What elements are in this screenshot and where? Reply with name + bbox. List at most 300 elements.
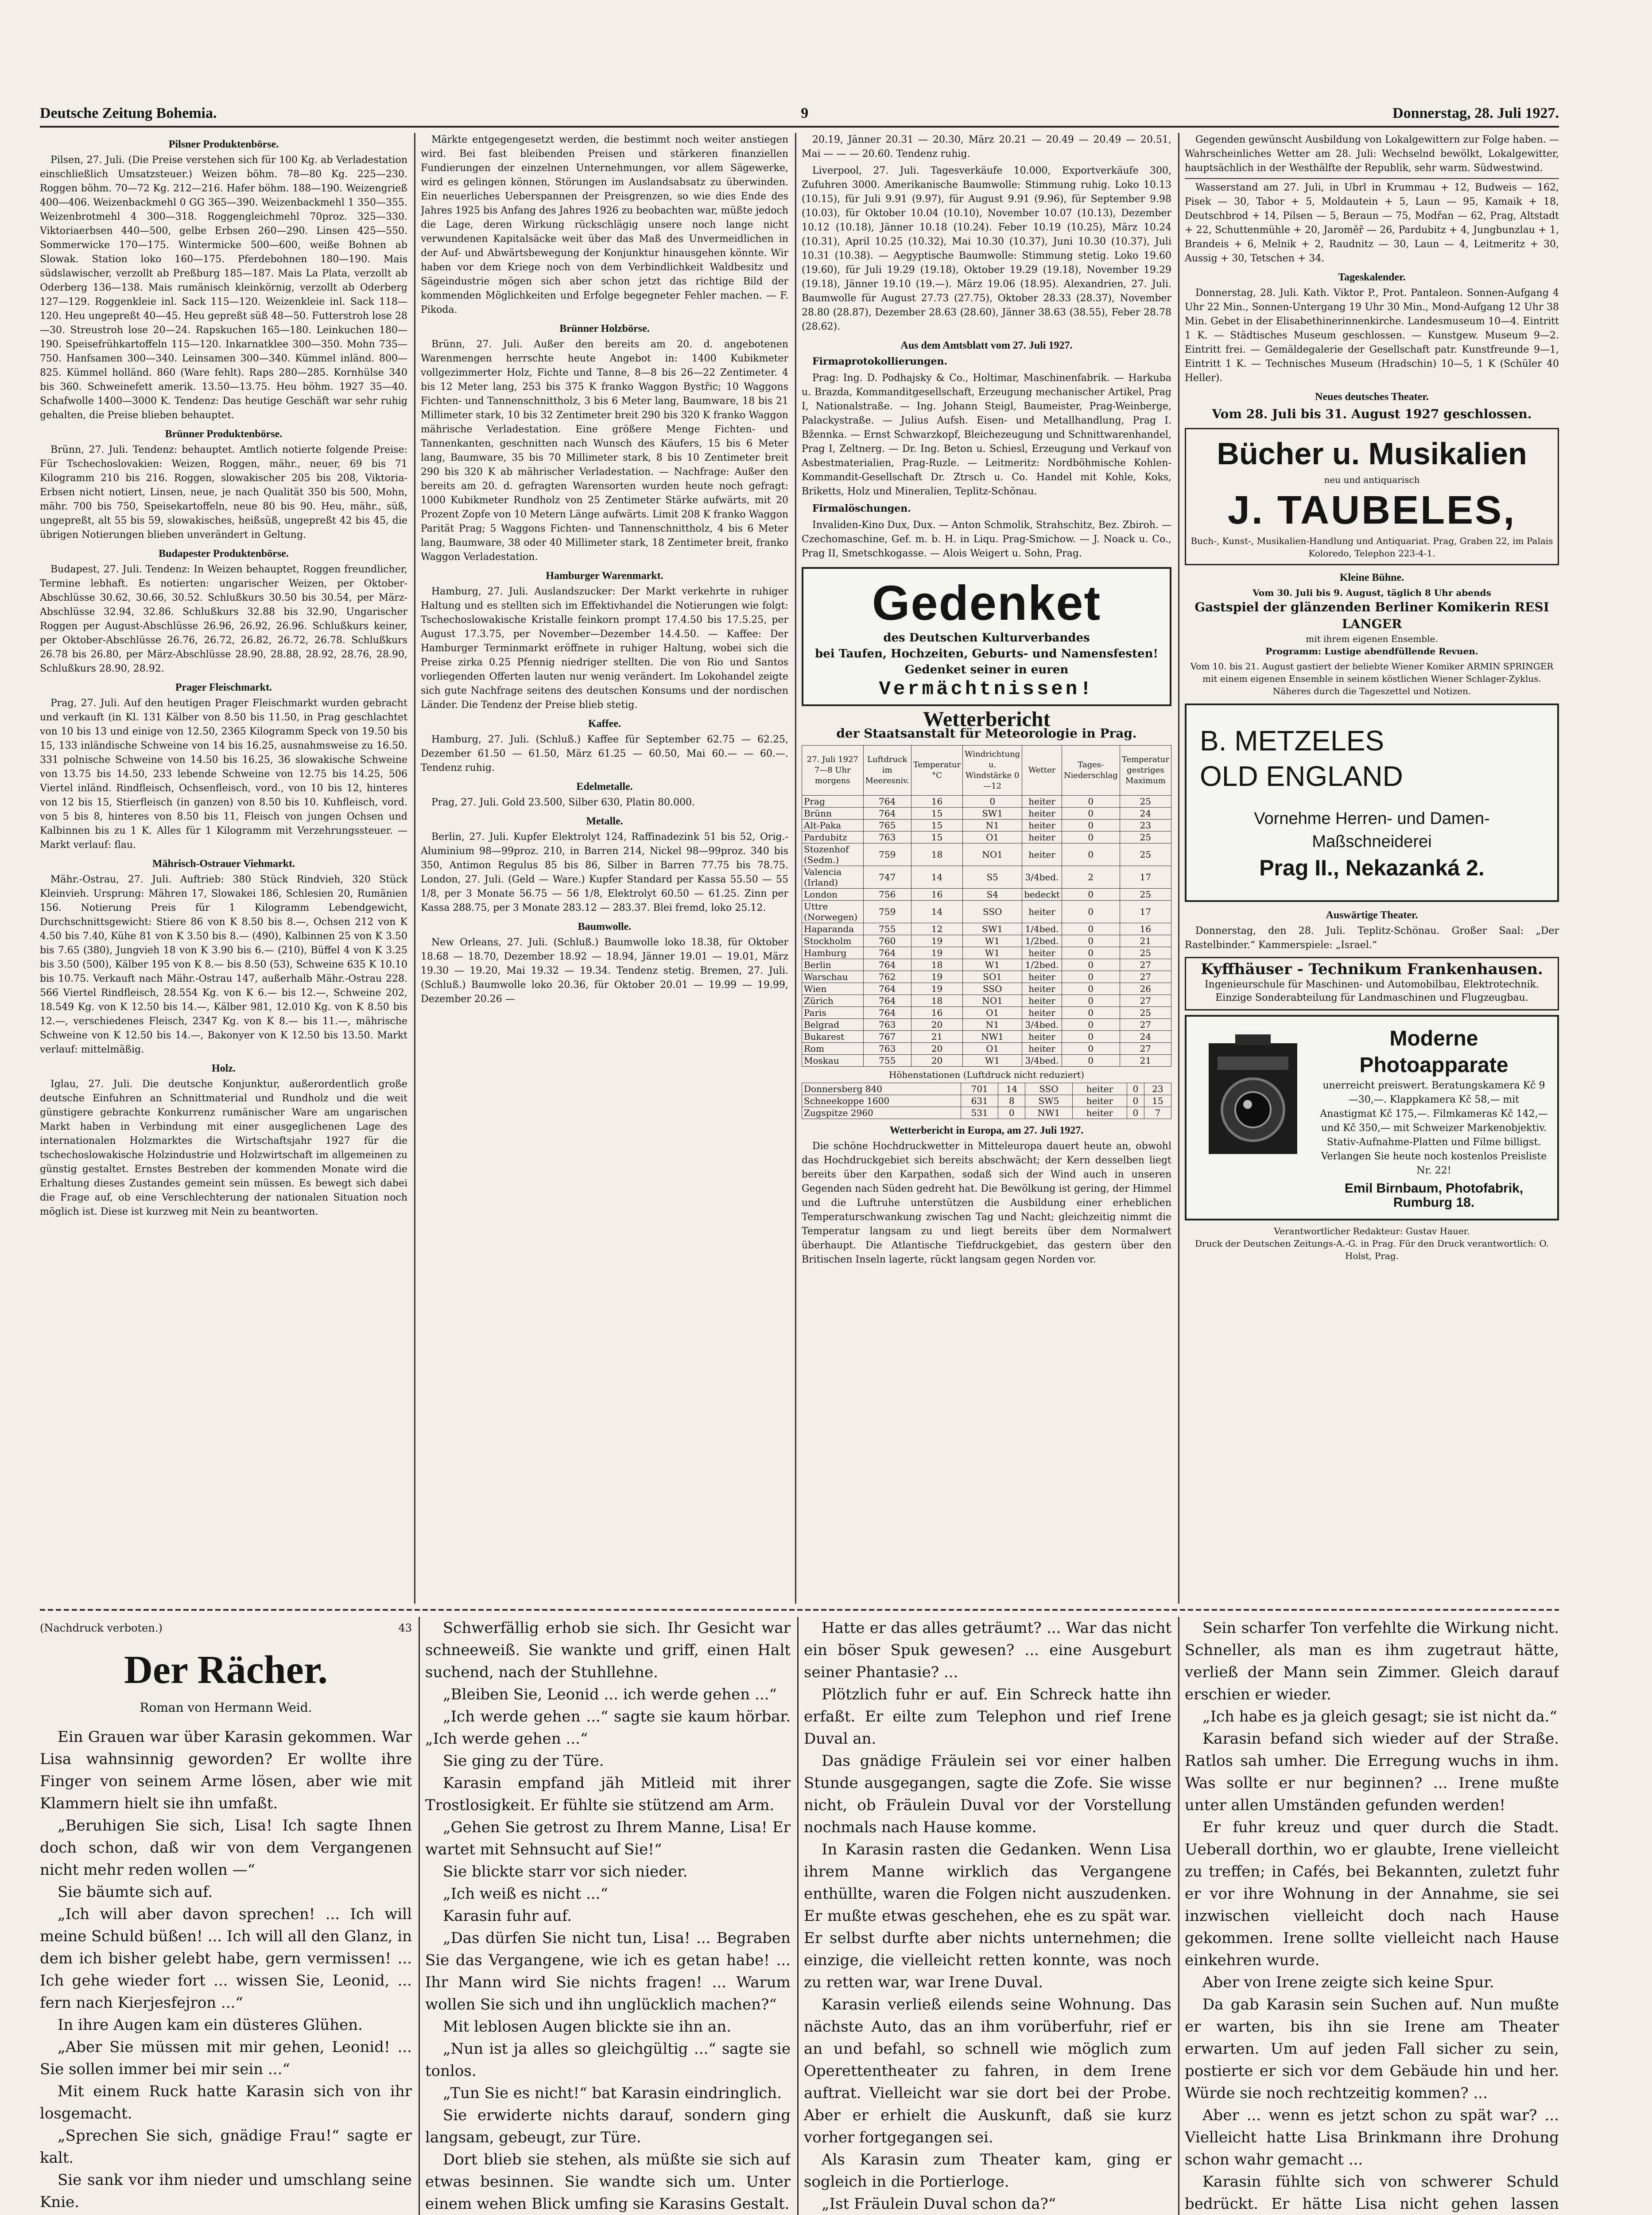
market-column-3 [802, 133, 1171, 1604]
novel-paragraph: „Ich will aber davon sprechen! ... Ich will meine Schuld büßen! ... Ich will all den Glanz, in dem ich bisher gelebt habe, gern vermissen! ... Ich gehe wieder fort ... wissen Sie, Leonid, ... fern nach Kierjesfejron ...“ [40, 1905, 412, 2012]
theater-line: Gastspiel der glänzenden Berliner Komikerin RESI LANGER [1194, 600, 1549, 631]
weather-station-cell: Bukarest [802, 1031, 864, 1043]
weather-value-cell: 1/4bed. [1022, 923, 1062, 935]
novel-paragraph: „Das dürfen Sie nicht tun, Lisa! ... Begraben Sie das Vergangene, wie ich es getan habe! ... Ihr Mann wird Sie nichts fragen! ... Warum wollen Sie sich und ihn unglücklich machen?“ [425, 1929, 791, 2013]
mountain-caption: Höhenstationen (Luftdruck nicht reduziert) [888, 1069, 1085, 1080]
weather-value-cell: O1 [963, 1007, 1022, 1019]
weather-row [802, 1031, 1171, 1043]
section-heading: Hamburger Warenmarkt. [546, 570, 663, 582]
ad-title: Bücher u. Musikalien [1217, 436, 1527, 471]
weather-value-cell: NO1 [963, 843, 1022, 866]
weather-value-cell: heiter [1022, 1007, 1062, 1019]
weather-title: Wetterbericht [923, 707, 1051, 731]
weather-value-cell: 1/2bed. [1022, 935, 1062, 947]
weather-value-cell: 19 [911, 935, 962, 947]
novel-paragraph: Aber ... wenn es jetzt schon zu spät war? ... Vielleicht hatte Lisa Brinkmann ihre Drohung schon wahr gemacht ... [1185, 2106, 1559, 2168]
weather-value-cell: 16 [911, 796, 962, 808]
weather-value-cell: heiter [1022, 832, 1062, 843]
weather-value-cell: 764 [863, 796, 911, 808]
column-rule [795, 133, 796, 1604]
novel-paragraph: „Bleiben Sie, Leonid ... ich werde gehen ...“ [443, 1686, 777, 1703]
ad-address: Prag II., Nekazanká 2. [1259, 855, 1485, 880]
weather-row [802, 971, 1171, 983]
weather-value-cell: 2 [1062, 866, 1120, 889]
article-text: Invaliden-Kino Dux, Dux. — Anton Schmolik, Strahschitz, Bez. Zbiroh. — Czechomaschine, Gef. m. b. H. in Liqu. Prag-Smichow. — J. Noack u. Co., Prag II, Smetschkogasse. — Alois Weigert u. Sohn, Prag. [802, 520, 1171, 559]
column-rule [1178, 1617, 1179, 2215]
ad-line: bei Taufen, Hochzeiten, Geburts- und Namensfesten! [815, 647, 1158, 661]
reprint-notice: (Nachdruck verboten.) [40, 1622, 163, 1634]
novel-paragraph: Sein scharfer Ton verfehlte die Wirkung nicht. Schneller, als man es ihm zugetraut hätte, verließ der Mann sein Zimmer. Gleich darauf erschien er wieder. [1185, 1619, 1559, 1703]
section-heading: Brünner Produktenbörse. [165, 428, 283, 440]
weather-value-cell: heiter [1022, 1043, 1062, 1055]
metzeles-advertisement [1185, 703, 1559, 902]
weather-value-cell: 19 [911, 947, 962, 959]
weather-value-cell: 27 [1120, 995, 1171, 1007]
weather-value-cell: SW5 [1025, 1095, 1072, 1107]
weather-value-cell: 18 [911, 959, 962, 971]
weather-value-cell: 12 [911, 923, 962, 935]
weather-value-cell: 23 [1120, 820, 1171, 832]
weather-value-cell: heiter [1022, 901, 1062, 923]
weather-row [802, 923, 1171, 935]
weather-value-cell: 15 [911, 820, 962, 832]
weather-value-cell: 15 [911, 832, 962, 843]
section-heading: Edelmetalle. [576, 781, 633, 793]
weather-value-cell: 27 [1120, 959, 1171, 971]
article-text: Hamburg, 27. Juli. Auslandszucker: Der Markt verkehrte in ruhiger Haltung und es stellten sich im Effektivhandel die Notierungen wie folgt: Tschechoslowakische Kristalle feinkorn prompt 17.4.50 bis 17.5.25, per August 17.3.75, per November—Dezember 14.4.50. — Kaffee: Der Hamburger Terminmarkt eröffnete in ruhiger Haltung, wobei sich die Preise zirka 0.25 Pfennig niedriger stellten. Die von Rio und Santos vorliegenden Offerten lauten nur wenig verändert. Im Lokohandel zeigte sich gute Nachfrage seitens des deutschen Konsums und der nordischen Länder. Die Tendenz der Preise blieb stetig. [421, 586, 788, 711]
weather-col-pressure: Luftdruck im Meeresniv. [863, 746, 911, 796]
weather-value-cell: 19 [911, 983, 962, 995]
weather-value-cell: 0 [1062, 796, 1120, 808]
ad-brand: OLD ENGLAND [1200, 760, 1403, 792]
weather-value-cell: 0 [1062, 1007, 1120, 1019]
weather-value-cell: 763 [863, 1043, 911, 1055]
weather-station-cell: Hamburg [802, 947, 864, 959]
weather-value-cell: 759 [863, 901, 911, 923]
weather-value-cell: N1 [963, 1019, 1022, 1031]
weather-value-cell: 760 [863, 935, 911, 947]
weather-row [802, 796, 1171, 808]
weather-value-cell: 25 [1120, 796, 1171, 808]
article-text: Prag, 27. Juli. Auf den heutigen Prager Fleischmarkt wurden gebracht und verkauft (in Kl. 131 Kälber von 8.50 bis 11.50, in Prag geschlachtet von 10 bis 13 und einige von 12.50, 2365 Kilogramm Speck von 19.50 bis 15, 133 inländische Schweine von 14 bis 16.25, ausnahmsweise zu 16.50. 331 polnische Schweine von 14.50 bis 16.25, 36 slowakische Schweine von 13.75 bis 14.50, 233 lebende Schweine von 12.75 bis 14.25, 506 Viertel inländ. Rindfleisch, Ochsenfleisch, vord., von 10 bis 12, hinteres von 12 bis 15, Stierfleisch (in ganzen) von 8.50 bis 10. Kuhfleisch, vord. von 5 bis 8, hinteres von 8.50 bis 11, Fleisch von jungen Ochsen und Kalbinnen bis zu 1 K. Alles für 1 Kilogramm mit Verzehrungssteuer. — Markt verlauf: flau. [40, 698, 407, 851]
weather-value-cell: bedeckt [1022, 889, 1062, 901]
section-heading: Kaffee. [588, 718, 621, 730]
novel-paragraph: Sie bäumte sich auf. [58, 1883, 213, 1901]
weather-value-cell: SSO [1025, 1083, 1072, 1095]
weather-value-cell: 764 [863, 1007, 911, 1019]
weather-value-cell: NW1 [963, 1031, 1022, 1043]
notices-column [1185, 133, 1559, 1604]
weather-row [802, 832, 1171, 843]
novel-paragraph: Karasin fühlte sich von schwerer Schuld bedrückt. Er hätte Lisa nicht gehen lassen [1185, 2173, 1559, 2213]
article-text: Iglau, 27. Juli. Die deutsche Konjunktur, außerordentlich große deutsche Einfuhren an Schnittmaterial und Rundholz und die weit günstigere gebrachte Konkurrenz rumänischer Ware am ungarischen Markt haben in Verbindung mit einer ausgeglichenen Lage des internationalen Holzmarktes die Wirtschaftsjahr 1927 für die tschechoslowakische Holzindustrie und Holzwirtschaft im allgemeinen zu günstig gestaltet. Ernstes Bestreben der kommenden Monate wird die Erhaltung dieses Zustandes gemeint sein müssen. Es bewegt sich dabei die Frage auf, ob eine Verschlechterung der nationalen Situation noch möglich ist. Diese ist kurzweg mit Nein zu beantworten. [40, 1079, 407, 1217]
novel-title: Der Rächer. [124, 1648, 328, 1692]
weather-station-cell: Moskau [802, 1055, 864, 1067]
weather-value-cell: 0 [963, 796, 1022, 808]
article-text: Prag, 27. Juli. Gold 23.500, Silber 630, Platin 80.000. [431, 797, 695, 808]
weather-value-cell: 756 [863, 889, 911, 901]
section-heading: Brünner Holzbörse. [559, 323, 650, 334]
taubeles-advertisement [1185, 428, 1559, 565]
theater-line: mit ihrem eigenen Ensemble. [1306, 633, 1438, 644]
novel-paragraph: „Ich habe es ja gleich gesagt; sie ist nicht da.“ [1202, 1708, 1557, 1725]
article-text: Die schöne Hochdruckwetter in Mitteleuropa dauert heute an, obwohl das Hochdruckgebiet sich bereits abschwächt; der Kern desselben liegt bereits über den Karpathen, sodaß sich der Wind auch in unseren Gegenden nach Süden gedreht hat. Die Bewölkung ist gering, der Himmel und die Luftruhe unterstützen die Ausbildung einer erheblichen Temperaturschwankung zwischen Tag und Nacht; gleichzeitig nimmt die Temperatur langsam zu und liegt bereits über dem Normalwert überhaupt. Die Atlantische Tiefdruckgebiet, das gestern über den Britischen Inseln lagerte, rückt langsam gegen Norden vor. [802, 1141, 1171, 1265]
novel-paragraph: „Ich werde gehen ...“ sagte sie kaum hörbar. „Ich werde gehen ...“ [425, 1708, 791, 1748]
article-text: Märkte entgegengesetzt werden, die bestimmt noch weiter anstiegen wird. Bei fast bleibenden Preisen und stärkeren finanziellen Fundierungen der einzelnen Unternehmungen, vor allem Sägewerke, wird es gelingen können, Störungen im Auslandsabsatz zu überwinden. Ein neuerliches Ueberspannen der Preisgrenzen, so wie dies Ende des Jahres 1925 bis Anfang des Jahres 1926 zu beobachten war, müßte jedoch die Lage, deren Wirkung rückschlägig unsere noch lange nicht verwundenen Kapitalsäcke weit über das Maß des Unvermeidlichen in der Auf- und Abwärtsbewegung der Konjunktur hinausgehen könnte. Wir haben vor dem Kriege noch von dem Verbindlichkeit Waldbesitz und Sägeindustrie mögen sich aber schon jetzt das richtige Bild der kommenden Möglichkeiten und Erfolge begegneter Fehler machen. — F. Pikoda. [421, 134, 788, 315]
weather-value-cell: 764 [863, 959, 911, 971]
kyffhaeuser-advertisement [1185, 957, 1559, 1010]
weather-station-cell: Wien [802, 983, 864, 995]
weather-value-cell: 23 [1144, 1083, 1171, 1095]
novel-paragraph: Er fuhr kreuz und quer durch die Stadt. Ueberall dorthin, wo er glaubte, Irene vielleicht zu treffen; in Cafés, bei Bekannten, zuletzt fuhr er vor ihre Wohnung in der Annahme, sie sei inzwischen vielleicht doch nach Hause gekommen. Irene sollte vielleicht nach Hause einkehren wurde. [1185, 1819, 1559, 1969]
weather-station-cell: Valencia (Irland) [802, 866, 864, 889]
weather-value-cell: 26 [1120, 983, 1171, 995]
weather-value-cell: 27 [1120, 1043, 1171, 1055]
weather-value-cell: 0 [1062, 820, 1120, 832]
weather-station-cell: London [802, 889, 864, 901]
novel-column-3 [804, 1617, 1171, 2215]
printer-credit: Druck der Deutschen Zeitungs-A.-G. in Prag. Für den Druck verantwortlich: O. Holst, Prag. [1195, 1238, 1549, 1261]
photoapparate-advertisement [1185, 1015, 1559, 1220]
ad-line: Buch-, Kunst-, Musikalien-Handlung und Antiquariat. Prag, Graben 22, im Palais Koloredo, Telephon 223-4-1. [1191, 536, 1553, 559]
weather-value-cell: 0 [1062, 923, 1120, 935]
weather-value-cell: heiter [1022, 995, 1062, 1007]
novel-paragraph: „Aber Sie müssen mit mir gehen, Leonid! ... Sie sollen immer bei mir sein ...“ [40, 2038, 412, 2078]
ad-line: Gedenket seiner in euren [904, 663, 1069, 676]
subsection-heading: Firmalöschungen. [812, 503, 911, 514]
article-text: Donnerstag, den 28. Juli. Teplitz-Schönau. Großer Saal: „Der Rastelbinder.“ Kammerspiele: „Israel.“ [1185, 925, 1559, 951]
weather-value-cell: 25 [1120, 843, 1171, 866]
section-heading: Budapester Produktenbörse. [159, 548, 289, 560]
weather-row [802, 959, 1171, 971]
weather-value-cell: heiter [1072, 1107, 1127, 1119]
article-text: Mähr.-Ostrau, 27. Juli. Auftrieb: 380 Stück Rindvieh, 320 Stück Kleinvieh. Ursprung: Mähren 17, Slowakei 186, Schlesien 20, Rumänien 156. Notierung Preis für 1 Kilogramm Lebendgewicht, Durchschnittsgewicht: Stiere 86 von K 8.50 bis 8.—, Ochsen 212 von K 4.50 bis 7.40, Kühe 81 von K 3.50 bis 8.— (490), Kalbinnen 25 von K 3.50 bis 7.65 (380), Jungvieh 18 von K 3.90 bis 6.— (210), Büffel 4 von K 3.25 bis 3.50 (500), Kälber 195 von K 8.— bis 8.50 (53), Schweine 635 K 10.10 bis 10.75. Verkauft nach Mähr.-Ostrau 147, außerhalb Mähr.-Ostrau 228. 566 Viertel Rindfleisch, 28.554 Kg. von K 6.— bis 12.—, Schweine 202, 18.549 Kg. von K 12.50 bis 14.—, Kälber 981, 12.010 Kg. von K 8.50 bis 12.—, verschiedenes Fleisch, 2347 Kg. von K 8.— bis 11.—, mährische Schweine von K 12.50 bis 14.—, Bakonyer von K 12.50 bis 13.50. Markt verlauf: mittelmäßig. [40, 874, 407, 1055]
weather-value-cell: 14 [998, 1083, 1025, 1095]
weather-row [802, 889, 1171, 901]
weather-value-cell: SO1 [963, 971, 1022, 983]
weather-value-cell: 0 [1062, 971, 1120, 983]
weather-value-cell: 17 [1120, 866, 1171, 889]
weather-value-cell: 14 [911, 901, 962, 923]
section-heading: Neues deutsches Theater. [1315, 391, 1429, 403]
weather-value-cell: 764 [863, 983, 911, 995]
section-heading: Aus dem Amtsblatt vom 27. Juli 1927. [900, 340, 1073, 351]
weather-value-cell: 0 [1062, 947, 1120, 959]
novel-paragraph: Karasin fuhr auf. [443, 1907, 572, 1925]
weather-value-cell: 531 [961, 1107, 998, 1119]
novel-paragraph: Karasin empfand jäh Mitleid mit ihrer Trostlosigkeit. Er fühlte sie stützend am Arm. [425, 1774, 791, 1814]
weather-table [802, 745, 1171, 1067]
weather-value-cell: 0 [1062, 1043, 1120, 1055]
weather-station-cell: Prag [802, 796, 864, 808]
novel-paragraph: „Tun Sie es nicht!“ bat Karasin eindringlich. [443, 2084, 782, 2102]
novel-paragraph: Mit leblosen Augen blickte sie ihn an. [443, 2018, 732, 2036]
weather-value-cell: 20 [911, 1043, 962, 1055]
weather-row [802, 935, 1171, 947]
weather-station-cell: Rom [802, 1043, 864, 1055]
weather-row [802, 947, 1171, 959]
weather-value-cell: 25 [1120, 832, 1171, 843]
novel-paragraph: Schwerfällig erhob sie sich. Ihr Gesicht war schneeweiß. Sie wankte und griff, einen Halt suchend, nach der Stuhllehne. [425, 1619, 791, 1681]
ad-line: des Deutschen Kulturverbandes [883, 631, 1090, 645]
weather-value-cell: heiter [1022, 971, 1062, 983]
weather-value-cell: 3/4bed. [1022, 1055, 1062, 1067]
weather-value-cell: 0 [1062, 1055, 1120, 1067]
weather-value-cell: O1 [963, 1043, 1022, 1055]
weather-row [802, 1043, 1171, 1055]
weather-value-cell: 7 [1144, 1107, 1171, 1119]
weather-value-cell: 18 [911, 995, 962, 1007]
novel-paragraph: Ein Grauen war über Karasin gekommen. War Lisa wahnsinnig geworden? Er wollte ihre Finger von seinem Arme lösen, aber wie mit Klammern hielt sie ihn umfaßt. [40, 1728, 412, 1812]
weather-value-cell: heiter [1022, 947, 1062, 959]
column-rule [797, 1617, 799, 2215]
weather-value-cell: 0 [1062, 843, 1120, 866]
weather-station-cell: Stozenhof (Sedm.) [802, 843, 864, 866]
editor-credit: Verantwortlicher Redakteur: Gustav Hauer. [1274, 1226, 1470, 1236]
ad-title: Moderne Photoapparate [1359, 1027, 1509, 1077]
article-text: Gegenden gewünscht Ausbildung von Lokalgewittern zur Folge haben. — Wahrscheinliches Wetter am 28. Juli: Wechselnd bewölkt, Lokalgewitter, hauptsächlich in der Westhälfte der Republik, sehr warm. Südwestwind. [1185, 134, 1559, 174]
weather-value-cell: 16 [911, 889, 962, 901]
weather-col-tempmax: Temperatur gestriges Maximum [1120, 746, 1171, 796]
novel-paragraph: „Sprechen Sie sich, gnädige Frau!“ sagte er kalt. [40, 2127, 412, 2167]
weather-value-cell: 21 [911, 1031, 962, 1043]
column-rule [419, 1617, 420, 2215]
weather-row [802, 866, 1171, 889]
article-text: Hamburg, 27. Juli. (Schluß.) Kaffee für September 62.75 — 62.25, Dezember 61.50 — 61.50, März 61.25 — 60.50, Mai 60.— — 60.—. Tendenz ruhig. [421, 734, 788, 773]
novel-paragraph: „Ich weiß es nicht ...“ [443, 1885, 608, 1903]
section-heading: Mährisch-Ostrauer Viehmarkt. [152, 858, 295, 870]
weather-value-cell: SW1 [963, 808, 1022, 820]
weather-value-cell: 0 [1062, 901, 1120, 923]
theater-line: Vom 30. Juli bis 9. August, täglich 8 Uhr abends [1253, 587, 1491, 598]
novel-paragraph: Sie blickte starr vor sich nieder. [443, 1863, 688, 1881]
article-text: Pilsen, 27. Juli. (Die Preise verstehen sich für 100 Kg. ab Verladestation einschließlich Umsatzsteuer.) Weizen böhm. 78—80 Kg. 225—230. Roggen böhm. 70—72 Kg. 212—216. Hafer böhm. 188—190. Weizengrieß 400—406. Weizenbackmehl 0 GG 365—390. Weizenbackmehl 1 350—355. Weizenbrotmehl 4 300—318. Roggengleichmehl 70proz. 325—330. Viktoriaerbsen 440—500, gelbe Erbsen 260—290. Linsen 425—550. Sommerwicke 170—175. Wintermicke 500—600, weiße Bohnen ab Slowak. Station loko 160—175. Pferdebohnen 180—190. Mais südslawischer, verzollt ab Preßburg 185—187. Mais La Plata, verzollt ab Oderberg 136—138. Mais rumänisch kleinkörnig, verzollt ab Oderberg 127—129. Roggenkleie inl. Sack 115—120. Weizenkleie inl. Sack 118—120. Heu ungepreßt 40—45. Heu gepreßt süß 48—50. Futterstroh lose 28—30. Streustroh lose 20—24. Rapskuchen 165—180. Leinkuchen 180—190. Speisefrühkartoffeln 115—120. Inkarnatklee 300—350. Mohn 735—750. Hanfsamen 300—340. Leinsamen 300—340. Kümmel inländ. 800—825. Kümmel holländ. 860 (Ware fehlt). Raps 280—285. Kornhülse 340 bis 360. Schweinefett amerik. 13.50—13.75. Heu böhm. 1927 35—40. Schafwolle 1400—3000 K. Tendenz: Das heutige Geschäft war sehr ruhig gehalten, die Preise blieben behauptet. [40, 155, 407, 421]
weather-value-cell: NO1 [963, 995, 1022, 1007]
weather-value-cell: 0 [1062, 935, 1120, 947]
weather-value-cell: 25 [1120, 889, 1171, 901]
novel-column-4 [1185, 1617, 1559, 2215]
weather-value-cell: 0 [1062, 889, 1120, 901]
weather-value-cell: heiter [1022, 796, 1062, 808]
novel-paragraph: Plötzlich fuhr er auf. Ein Schreck hatte ihn erfaßt. Er eilte zum Telephon und rief Irene Duval an. [804, 1686, 1171, 1748]
weather-station-cell: Uttre (Norwegen) [802, 901, 864, 923]
newspaper-header [40, 101, 1559, 128]
ad-line: Vornehme Herren- und Damen-Maßschneiderei [1254, 809, 1490, 851]
weather-value-cell: 3/4bed. [1022, 866, 1062, 889]
weather-value-cell: 21 [1120, 935, 1171, 947]
installment-number: 43 [398, 1622, 412, 1634]
issue-date: Donnerstag, 28. Juli 1927. [1392, 105, 1559, 121]
weather-value-cell: 759 [863, 843, 911, 866]
section-heading: Baumwolle. [578, 921, 632, 933]
article-text: 20.19, Jänner 20.31 — 20.30, März 20.21 — 20.49 — 20.49 — 20.51, Mai — — — 20.60. Tendenz ruhig. [802, 134, 1171, 159]
weather-value-cell: N1 [963, 820, 1022, 832]
weather-value-cell: 25 [1120, 1007, 1171, 1019]
gedenket-advertisement [802, 567, 1171, 706]
novel-paragraph: „Beruhigen Sie sich, Lisa! Ich sagte Ihnen doch schon, daß wir von dem Vergangenen nicht mehr reden wollen —“ [40, 1817, 412, 1879]
weather-value-cell: 631 [961, 1095, 998, 1107]
weather-station-cell: Stockholm [802, 935, 864, 947]
weather-station-cell: Warschau [802, 971, 864, 983]
ad-title: Gedenket [872, 576, 1101, 630]
weather-value-cell: 755 [863, 923, 911, 935]
weather-value-cell: 762 [863, 971, 911, 983]
weather-col-weather: Wetter [1022, 746, 1062, 796]
novel-paragraph [40, 2213, 412, 2215]
weather-row [802, 983, 1171, 995]
weather-value-cell: heiter [1022, 820, 1062, 832]
novel-paragraph: „Gehen Sie getrost zu Ihrem Manne, Lisa! Er wartet mit Sehnsucht auf Sie!“ [425, 1819, 791, 1858]
weather-value-cell: 1/2bed. [1022, 959, 1062, 971]
weather-row [802, 1083, 1171, 1095]
section-heading: Auswärtige Theater. [1326, 909, 1418, 921]
theater-line: Vom 10. bis 21. August gastiert der beliebte Wiener Komiker ARMIN SPRINGER mit einem eigenen Ensemble in seinem köstlichen Wiener Schlager-Zyklus. [1190, 661, 1554, 684]
section-heading: Holz. [212, 1063, 236, 1074]
weather-value-cell: heiter [1072, 1095, 1127, 1107]
weather-row [802, 1007, 1171, 1019]
weather-value-cell: 21 [1120, 1055, 1171, 1067]
weather-col-wind: Windrichtung u. Windstärke 0—12 [963, 746, 1022, 796]
weather-value-cell: 765 [863, 820, 911, 832]
novel-paragraph: Sie ging zu der Türe. [443, 1752, 604, 1770]
weather-value-cell: 20 [911, 1019, 962, 1031]
section-heading: Kleine Bühne. [1339, 572, 1404, 583]
camera-illustration [1195, 1026, 1311, 1172]
weather-value-cell: 16 [911, 1007, 962, 1019]
weather-station-cell: Zugspitze 2960 [802, 1107, 961, 1119]
weather-value-cell: 0 [1062, 983, 1120, 995]
weather-value-cell: 18 [911, 843, 962, 866]
ad-title: Kyffhäuser - Technikum Frankenhausen. [1201, 960, 1543, 978]
weather-value-cell: 701 [961, 1083, 998, 1095]
weather-value-cell: 0 [998, 1107, 1025, 1119]
weather-value-cell: heiter [1022, 808, 1062, 820]
weather-value-cell: 17 [1120, 901, 1171, 923]
weather-value-cell: heiter [1022, 1031, 1062, 1043]
novel-paragraph: Hatte er das alles geträumt? ... War das nicht ein böser Spuk gewesen? ... eine Ausgeburt seiner Phantasie? ... [804, 1619, 1171, 1681]
weather-station-cell: Zürich [802, 995, 864, 1007]
weather-value-cell: 25 [1120, 947, 1171, 959]
weather-value-cell: W1 [963, 959, 1022, 971]
weather-value-cell: 0 [1062, 959, 1120, 971]
novel-paragraph: In Karasin rasten die Gedanken. Wenn Lisa ihrem Manne wirklich das Vergangene enthüllte, waren die Folgen nicht auszudenken. Er mußte etwas geschehen, ehe es zu spät war. Er selbst durfte aber nichts unternehmen; die einzige, die vielleicht retten konnte, was noch zu retten war, war Irene Duval. [804, 1841, 1171, 1991]
article-text: New Orleans, 27. Juli. (Schluß.) Baumwolle loko 18.38, für Oktober 18.68 — 18.70, Dezember 18.92 — 18.94, Jänner 19.01 — 19.01, März 19.30 — 19.20, Mai 19.32 — 19.34. Tendenz stetig. Bremen, 27. Juli. (Schluß.) Baumwolle loko 20.36, für Oktober 20.01 — 19.99 — 19.99, Dezember 20.26 — [421, 937, 788, 1005]
ad-title: B. METZELES [1200, 725, 1384, 757]
weather-value-cell: 763 [863, 832, 911, 843]
weather-value-cell: 0 [1062, 995, 1120, 1007]
weather-value-cell: 27 [1120, 1019, 1171, 1031]
article-text: Brünn, 27. Juli. Außer den bereits am 20. d. angebotenen Warenmengen herrschte heute Angebot in: 1400 Kubikmeter vollgezimmerter Holz, Fichte und Tanne, 8—8 bis 26—22 Zentimeter. 4 bis 12 Meter lang, 253 bis 375 K franko Waggon Bystřic; 10 Waggons Fichten- und Tannenschnittholz, 3 bis 6 Meter lang, Baumware, 18 bis 21 Millimeter stark, 10 bis 32 Zentimeter breit 290 bis 320 K franko Waggon mährische Verladestation. Eine größere Menge Fichten- und Tannenkanten, geschnitten nach Wunsch des Käufers, 15 bis 6 Meter lang, Baumware, 35 bis 70 Millimeter stark, 8 bis 10 Zentimeter breit 290 bis 320 K ab mährischer Verladestation. — Nachfrage: Außer den bereits am 20. d. gefragten Warensorten wurden heute noch gefragt: 1000 Kubikmeter Rundholz von 25 Zentimeter Stärke aufwärts, mit 20 Prozent Zopfe von 10 Metern Länge aufwärts. Limit 208 K franko Waggon Parität Prag; 5 Waggons Fichten- und Tannenschnittholz, 4 bis 6 Meter lang, Baumware, 38 oder 40 Millimeter stark, 18 Zentimeter breit, franko Waggon Verladestation. [421, 339, 788, 563]
weather-value-cell: O1 [963, 832, 1022, 843]
article-text: Prag: Ing. D. Podhajsky & Co., Holtimar, Maschinenfabrik. — Harkuba u. Brazda, Kommanditgesellschaft, Erzeugung mechanischer Artikel, Prag I, Nationalstraße. — Ing. Johann Steigl, Baumeister, Prag-Weinberge, Palackystraße. — Julius Aufsh. Eisen- und Metallhandlung, Prag I. Bžennka. — Ernst Schwarzkopf, Bleichezeugung und Schnittwarenhandel, Prag I, Zeltnerg. — Dr. Ing. Beton u. Schiesl, Erzeugung und Verkauf von Asbestmaterialien, Prag-Ruzle. — Leitmeritz: Nordböhmische Kohlen-Kommandit-Gesellschaft Dr. Ztrsch u. Co. Handel mit Kohle, Koks, Briketts, Holz und Mineralien, Teplitz-Schönau. [802, 373, 1171, 497]
section-heading: Prager Fleischmarkt. [175, 682, 272, 693]
article-text: Brünn, 27. Juli. Tendenz: behauptet. Amtlich notierte folgende Preise: Für Tschechoslovakien: Weizen, Roggen, mähr., neuer, 69 bis 71 Kilogramm 210 bis 216. Roggen, slowakischer 205 bis 208, Viktoria-Erbsen nicht notiert, Linsen, neue, je nach Qualität 350 bis 500, Mohn, mähr. 700 bis 750, Speisekartoffeln, neue 80 bis 90. Heu, mähr., süß, ungepreßt, alt 55 bis 59, slowakisches, heißsüß, ungepreßt 42 bis 45, die übrigen Notierungen blieben unverändert in Geltung. [40, 444, 407, 540]
weather-col-temp: Temperatur °C [911, 746, 962, 796]
theater-closed-notice: Vom 28. Juli bis 31. August 1927 geschlossen. [1212, 407, 1532, 421]
weather-station-cell: Schneekoppe 1600 [802, 1095, 961, 1107]
weather-value-cell: 0 [1062, 832, 1120, 843]
ad-line: Vermächtnissen! [879, 678, 1094, 700]
ad-address: Emil Birnbaum, Photofabrik, Rumburg 18. [1344, 1181, 1524, 1210]
weather-value-cell: heiter [1072, 1083, 1127, 1095]
weather-row [802, 843, 1171, 866]
weather-row [802, 808, 1171, 820]
weather-value-cell: 3/4bed. [1022, 1019, 1062, 1031]
column-rule [414, 133, 415, 1604]
novel-paragraph: Sie erwiderte nichts darauf, sondern ging langsam, gebeugt, zur Türe. [425, 2106, 791, 2146]
weather-value-cell: SW1 [963, 923, 1022, 935]
weather-value-cell: 767 [863, 1031, 911, 1043]
novel-paragraph: Karasin befand sich wieder auf der Straße. Ratlos sah umher. Die Erregung wuchs in ihm. Was sollte er nur beginnen? ... Irene mußte unter allen Umständen gefunden werden! [1185, 1730, 1559, 1814]
weather-station-cell: Alt-Paka [802, 820, 864, 832]
novel-paragraph: Sie sank vor ihm nieder und umschlang seine Knie. [40, 2171, 412, 2211]
novel-paragraph: Da gab Karasin sein Suchen auf. Nun mußte er warten, bis ihn sie Irene am Theater erwarten. Um auf jeden Fall sicher zu sein, postierte er sich vor dem Gebäude hin und her. Würde sie noch rechtzeitig kommen? ... [1185, 1996, 1559, 2102]
weather-value-cell: 8 [998, 1095, 1025, 1107]
section-heading: Metalle. [586, 816, 623, 827]
weather-value-cell: 20 [911, 1055, 962, 1067]
weather-value-cell: 0 [1062, 808, 1120, 820]
novel-paragraph: Aber von Irene zeigte sich keine Spur. [1202, 1974, 1494, 1991]
weather-value-cell: 764 [863, 995, 911, 1007]
theater-line: Näheres durch die Tageszettel und Notizen. [1272, 686, 1471, 696]
weather-value-cell: heiter [1022, 843, 1062, 866]
novel-paragraph: Das gnädige Fräulein sei vor einer halben Stunde ausgegangen, sagte die Zofe. Sie wisse nicht, ob Fräulein Duval vor der Vorstellung nochmals nach Hause komme. [804, 1752, 1171, 1836]
section-heading: Pilsner Produktenbörse. [168, 139, 279, 150]
novel-paragraph: Karasin verließ eilends seine Wohnung. Das nächste Auto, das an ihm vorüberfuhr, rief er an und befahl, so schnell wie möglich zum Operettentheater zu fahren, in dem Irene auftrat. Vielleicht war sie dort bei der Probe. Aber er erhielt die Auskunft, daß sie kurz vorher fortgegangen sei. [804, 1996, 1171, 2146]
section-heading: Wetterbericht in Europa, am 27. Juli 1927. [889, 1125, 1084, 1136]
weather-value-cell: 0 [1062, 1031, 1120, 1043]
weather-value-cell: S4 [963, 889, 1022, 901]
weather-value-cell: 15 [1144, 1095, 1171, 1107]
weather-value-cell: NW1 [1025, 1107, 1072, 1119]
column-rule [1178, 133, 1179, 1604]
novel-paragraph: „Nun ist ja alles so gleichgültig ...“ sagte sie tonlos. [425, 2040, 791, 2080]
weather-row [802, 1055, 1171, 1067]
weather-col-precip: Tages-Niederschlag [1062, 746, 1120, 796]
weather-subtitle: der Staatsanstalt für Meteorologie in Prag. [836, 726, 1137, 741]
weather-row [802, 901, 1171, 923]
weather-value-cell: SSO [963, 983, 1022, 995]
weather-value-cell: 763 [863, 1019, 911, 1031]
weather-row [802, 820, 1171, 832]
weather-value-cell: 24 [1120, 808, 1171, 820]
market-column-1 [40, 133, 407, 1604]
article-text: Liverpool, 27. Juli. Tagesverkäufe 10.000, Exportverkäufe 300, Zufuhren 3000. Amerikanische Baumwolle: Stimmung ruhig. Loko 10.13 (10.15), für Juli 9.91 (9.97), für August 9.91 (9.96), für September 9.98 (10.03), für Oktober 10.04 (10.10), November 10.07 (10.13), Dezember 10.12 (10.18), Jänner 10.18 (10.24). Feber 10.19 (10.25), März 10.24 (10.31), April 10.25 (10.32), Mai 10.30 (10.37), Juni 10.30 (10.37), Juli 10.31 (10.38). — Aegyptische Baumwolle: Stimmung stetig. Loko 19.60 (19.60), für Juli 19.29 (19.18), Oktober 19.29 (19.18), November 19.29 (19.18), Jänner 19.10 (19.—). März 19.06 (18.95). Alexandrien, 27. Juli. Baumwolle für August 27.73 (27.75), Oktober 28.33 (28.37), November 28.80 (28.87), Dezember 28.63 (28.60), Jänner 38.63 (38.55), Feber 28.78 (28.62). [802, 165, 1171, 332]
weather-table-body [802, 796, 1171, 1067]
weather-value-cell: W1 [963, 1055, 1022, 1067]
weather-station-cell: Haparanda [802, 923, 864, 935]
weather-value-cell: 24 [1120, 1031, 1171, 1043]
weather-row [802, 995, 1171, 1007]
ad-line: unerreicht preiswert. Beratungskamera Kč 9—30,—. Klappkamera Kč 58,— mit Anastigmat Kč 175,—. Filmkameras Kč 142,— und Kč 350,— mit Schweizer Markenobjektiv. Stativ-Aufnahme-Platten und Filme billigst. Verlangen Sie heute noch kostenlos Preisliste Nr. 22! [1320, 1080, 1548, 1176]
weather-station-cell: Belgrad [802, 1019, 864, 1031]
subsection-heading: Firmaprotokollierungen. [812, 356, 948, 367]
novel-paragraph: Mit einem Ruck hatte Karasin sich von ihr losgemacht. [40, 2083, 412, 2122]
masthead-title: Deutsche Zeitung Bohemia. [40, 105, 217, 121]
feuilleton-divider [40, 1609, 1559, 1611]
water-levels: Wasserstand am 27. Juli, in Ubrl in Krummau + 12, Budweis — 162, Pisek — 30, Tabor + 5, Moldautein + 5, Laun — 95, Kamaik + 18, Deutschbrod + 14, Pilsen — 5, Beraun — 75, Modřan — 62, Prag, Altstadt + 22, Schuttenmühle + 20, Jaroměř — 26, Pardubitz + 4, Jungbunzlau + 1, Brandeis + 6, Melnik + 2, Raudnitz — 30, Laun — 4, Leitmeritz + 30, Aussig + 30, Tetschen + 34. [1185, 178, 1559, 266]
weather-row [802, 1019, 1171, 1031]
weather-station-cell: Donnersberg 840 [802, 1083, 961, 1095]
ad-line: Ingenieurschule für Maschinen- und Automobilbau, Elektrotechnik. Einzige Sonderabteilung für Landmaschinen und Flugzeugbau. [1204, 979, 1540, 1003]
weather-value-cell: heiter [1022, 983, 1062, 995]
weather-value-cell: W1 [963, 947, 1022, 959]
novel-column-1 [40, 1617, 412, 2215]
novel-paragraph: Dort blieb sie stehen, als müßte sie sich auf etwas besinnen. Sie wandte sich um. Unter einem wehen Blick umfing sie Karasins Gestalt. [425, 2151, 791, 2213]
weather-value-cell: 755 [863, 1055, 911, 1067]
weather-value-cell: 14 [911, 866, 962, 889]
ad-brand: J. TAUBELES, [1227, 488, 1516, 532]
